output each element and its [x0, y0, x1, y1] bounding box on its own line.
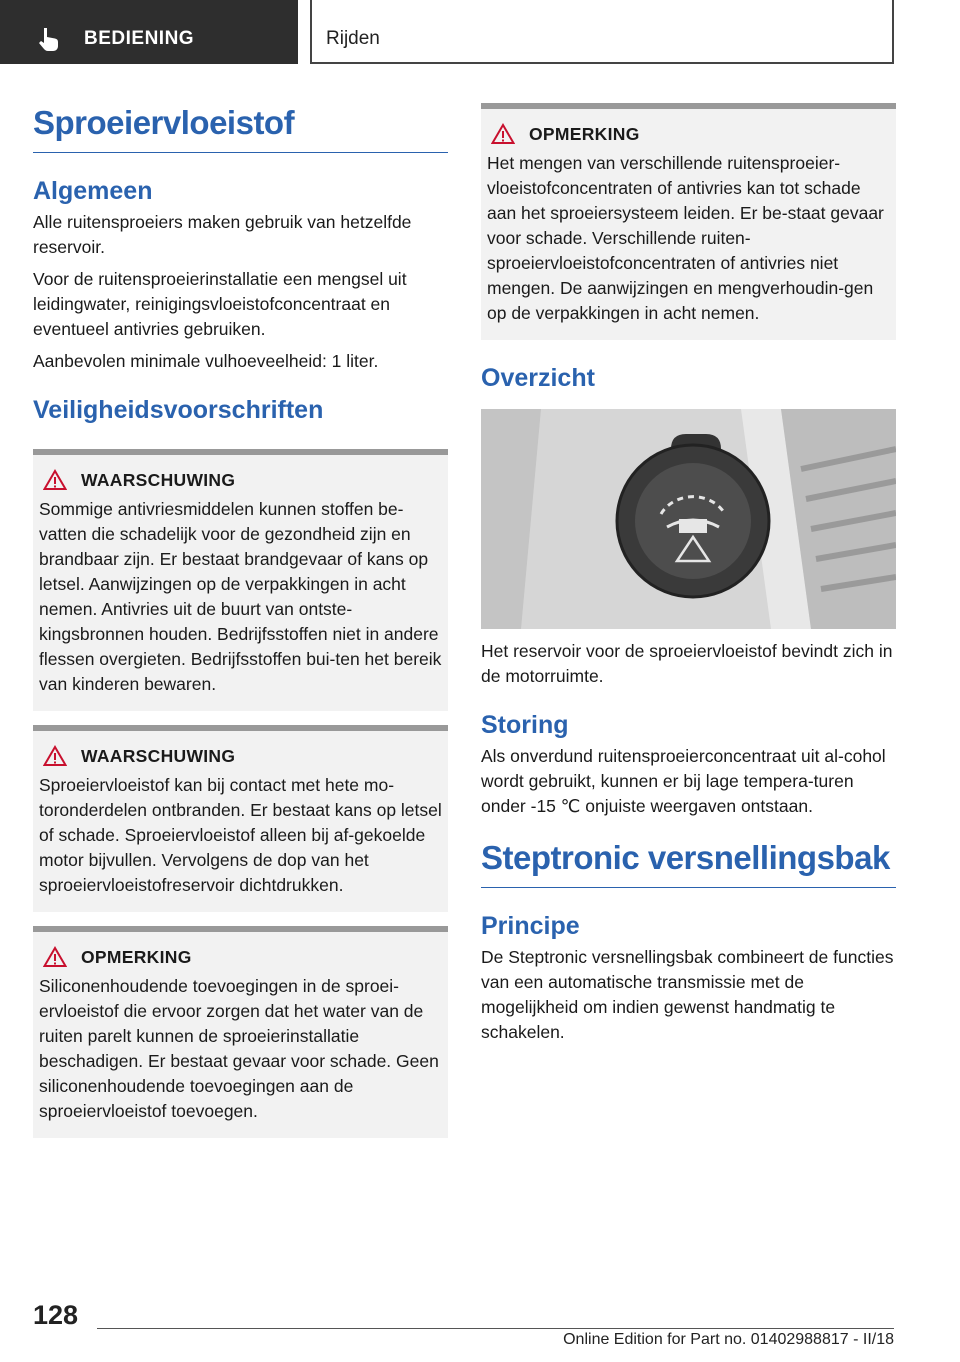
right-column [481, 100, 896, 1052]
section-title: BEDIENING [84, 28, 195, 49]
washer-fluid-cap-illustration [481, 409, 896, 629]
heading-fault: Storing [481, 711, 569, 739]
warning-triangle-icon [43, 745, 67, 767]
footer-divider [97, 1328, 894, 1329]
left-column [33, 100, 448, 1138]
note-text: Het mengen van verschillende ruitensproeier-vloeistofconcentraten of antivries kan tot schade aan het sproeiersysteem leiden. Er be-staat gevaar voor schade. Verschillende ruiten-sproeiervloeistofconcentraten of antivries niet mengen. De aanwijzingen en mengverhoudin-gen op de verpakkingen in acht nemen. [487, 153, 884, 323]
page-number: 128 [33, 1300, 79, 1330]
paragraph: Voor de ruitensproeierinstallatie een mengsel uit leidingwater, reinigingsvloeistofconcentraat en eventueel antivries gebruiken. [33, 269, 407, 339]
paragraph: Alle ruitensproeiers maken gebruik van hetzelfde reservoir. [33, 212, 412, 257]
figure-caption: Het reservoir voor de sproeiervloeistof bevindt zich in de motorruimte. [481, 641, 893, 686]
paragraph: De Steptronic versnellingsbak combineert de functies van een automatische transmissie met de mogelijkheid om indien gewenst handmatig te schakelen. [481, 947, 894, 1042]
paragraph: Aanbevolen minimale vulhoeveelheid: 1 liter. [33, 351, 379, 371]
note-triangle-icon [491, 123, 515, 145]
note-label: OPMERKING [81, 946, 192, 967]
reservoir-figure [481, 409, 896, 629]
warning-label: WAARSCHUWING [81, 469, 236, 490]
note-box [481, 103, 896, 340]
section-title-steptronic: Steptronic versnellingsbak [481, 839, 896, 888]
warning-box [33, 725, 448, 912]
section-tab [0, 0, 298, 64]
chapter-tab [310, 0, 894, 64]
warning-triangle-icon [43, 469, 67, 491]
chapter-title: Rijden [326, 28, 380, 49]
note-label: OPMERKING [529, 123, 640, 144]
warning-text: Sommige antivriesmiddelen kunnen stoffen be-vatten die schadelijk voor de gezondheid zijn en brandbaar zijn. Er bestaat brandgevaar of kans op letsel. Aanwijzingen op de verpakkingen in acht nemen. Antivries uit de buurt van ontste-kingsbronnen houden. Bedrijfsstoffen niet in andere flessen overgieten. Bedrijfsstoffen bui-ten het bereik van kinderen bewaren. [39, 499, 442, 694]
heading-overview: Overzicht [481, 364, 595, 392]
note-triangle-icon [43, 946, 67, 968]
note-box [33, 926, 448, 1138]
warning-text: Sproeiervloeistof kan bij contact met hete mo-toronderdelen ontbranden. Er bestaat kans op letsel of schade. Sproeiervloeistof alleen bij af-gekoelde motor bijvullen. Vervolgens de dop van het sproeiervloeistofreservoir dichtdrukken. [39, 775, 442, 895]
heading-general: Algemeen [33, 177, 153, 205]
page-title: Sproeiervloeistof [33, 104, 448, 153]
hand-pointer-icon [36, 26, 62, 52]
warning-box [33, 449, 448, 711]
heading-safety: Veiligheidsvoorschriften [33, 396, 324, 424]
warning-label: WAARSCHUWING [81, 745, 236, 766]
note-text: Siliconenhoudende toevoegingen in de sproei-ervloeistof die ervoor zorgen dat het water van de ruiten parelt kunnen de sproeierinstallatie beschadigen. Er bestaat gevaar voor schade. Geen siliconenhoudende toevoegingen aan de sproeiervloeistof toevoegen. [39, 976, 439, 1121]
paragraph: Als onverdund ruitensproeierconcentraat uit al-cohol wordt gebruikt, kunnen er bij lage tempera-turen onder -15 ℃ onjuiste weergaven ontstaan. [481, 746, 886, 816]
edition-text: Online Edition for Part no. 01402988817 - II/18 [563, 1331, 894, 1348]
heading-principle: Principe [481, 912, 580, 940]
